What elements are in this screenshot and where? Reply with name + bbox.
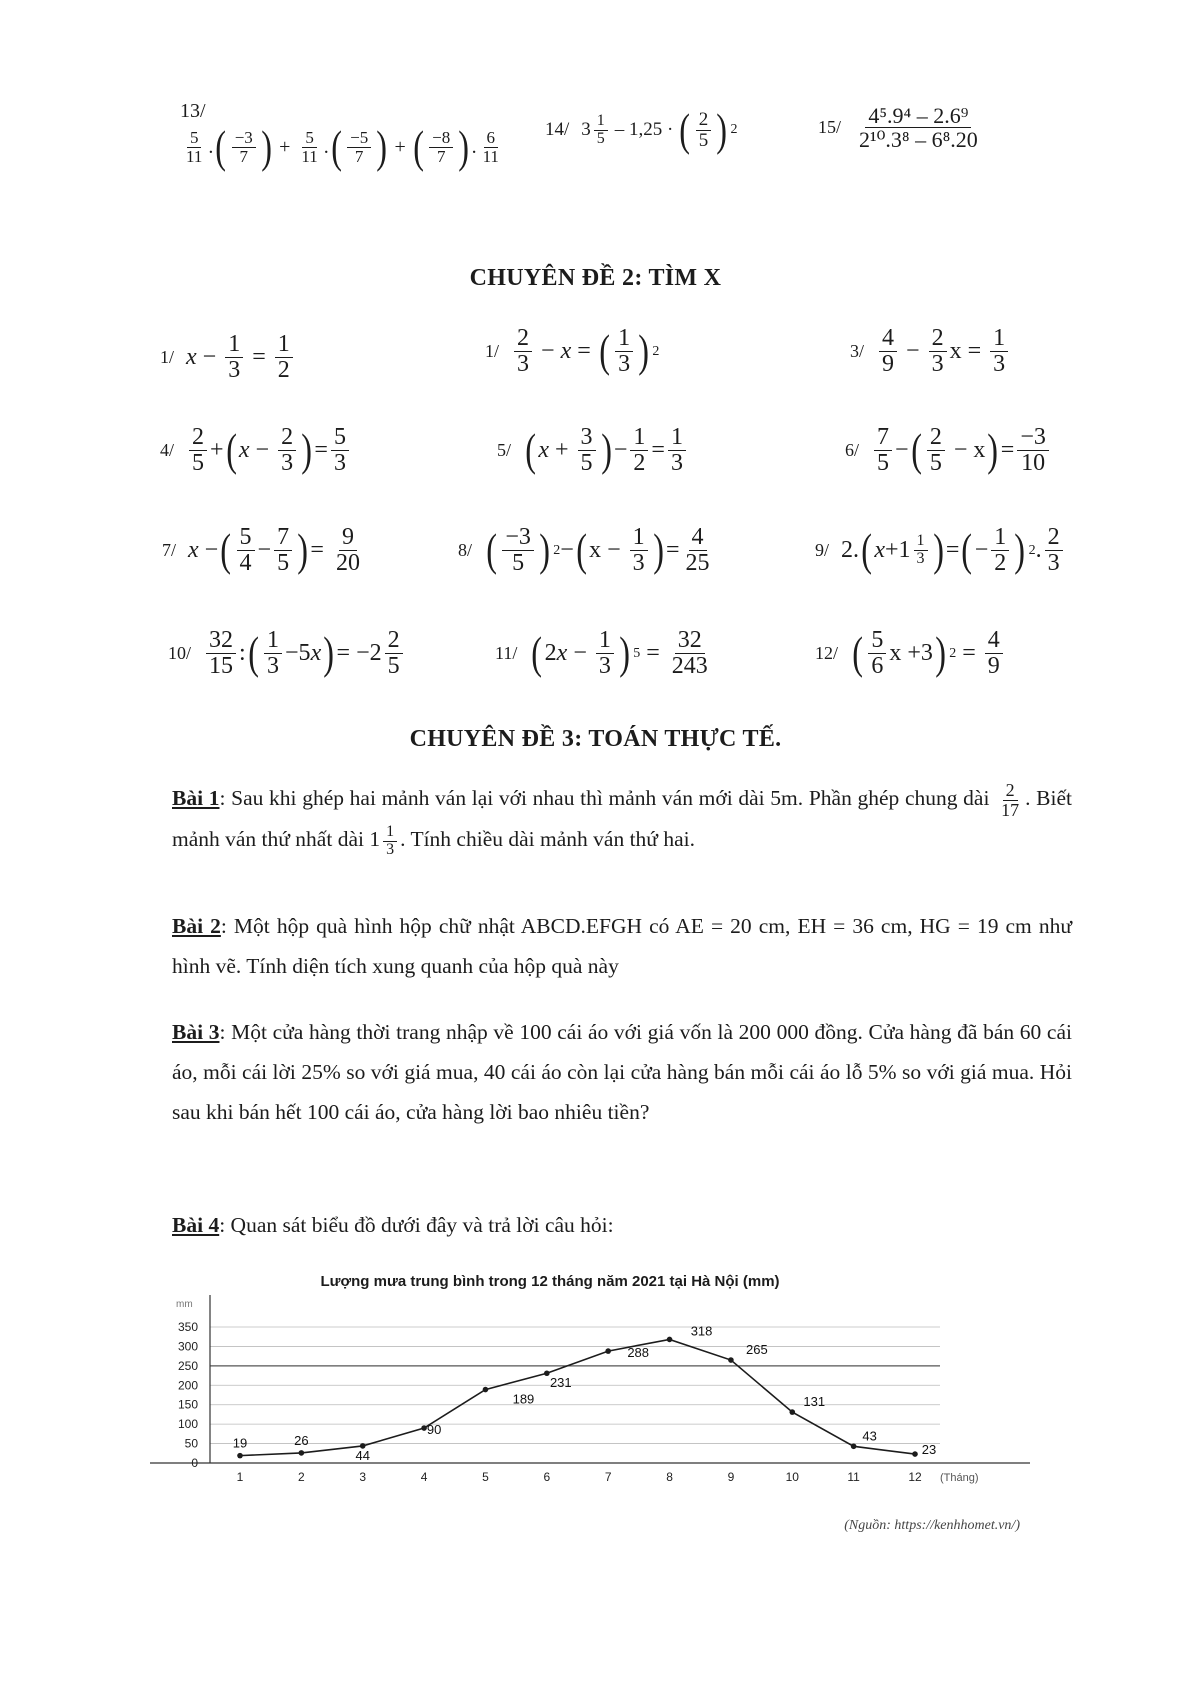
data-point [728, 1357, 734, 1363]
bai-3: Bài 3: Một cửa hàng thời trang nhập về 100 cái áo với giá vốn là 200 000 đồng. Cửa hàng đã bán 60 cái áo, mỗi cái lời 25% so với giá mua, 40 cái áo còn lại cửa hàng bán mỗi cái áo lỗ 5% so với giá mua. Hỏi sau khi bán hết 100 cái áo, cửa hàng lời bao nhiêu tiền? [172, 1020, 1072, 1124]
chart-y-ticks [178, 1320, 198, 1470]
data-label: 231 [549, 1375, 572, 1391]
y-tick-label: 350 [177, 1320, 198, 1334]
bai-2-label: Bài 2 [172, 914, 221, 938]
y-tick-label: 50 [184, 1436, 198, 1451]
find-x-4: 4/ $\frac{2}{5}$ + ( x − $\frac{2}{3}$ ) = $\frac{5}{3}$ [160, 425, 352, 476]
data-point [789, 1409, 795, 1415]
find-x-5: 5/ ( x + $\frac{3}{5}$ ) − $\frac{1}{2}$ = $\frac{1}{3}$ [497, 425, 689, 476]
data-point [237, 1453, 243, 1459]
data-label: 265 [746, 1342, 768, 1358]
x-tick-label: 2 [298, 1470, 305, 1484]
chart-grid [210, 1327, 940, 1444]
data-label: 189 [512, 1391, 535, 1407]
y-tick-label: 300 [177, 1339, 198, 1354]
data-point [299, 1450, 305, 1456]
data-label: 131 [803, 1394, 826, 1410]
data-point [667, 1337, 673, 1343]
section-2-title: CHUYÊN ĐỀ 2: TÌM X [469, 265, 722, 291]
x-tick-label: 5 [482, 1470, 489, 1484]
find-x-7: 7/ x − ( $\frac{5}{4}$ − $\frac{7}{5}$ ) = $\frac{9}{20}$ [162, 524, 360, 577]
chart-x-ticks [237, 1470, 922, 1484]
chart-x-axis-label: (Tháng) [940, 1472, 979, 1484]
find-x-9: 9/ 2. ( x +1 $\frac{1}{3}$ ) = ( − $\frac{1}{2}$ ) 2 . $\frac{2}{3}$ [815, 525, 1066, 576]
chart-title: Lượng mưa trung bình trong 12 tháng năm 2021 tại Hà Nội (mm) [320, 1273, 780, 1290]
data-label: 90 [426, 1422, 442, 1438]
source-note: (Nguồn: https://kenhhomet.vn/) [844, 1518, 1020, 1533]
data-label: 26 [294, 1432, 309, 1448]
bai-1: Bài 1: Sau khi ghép hai mảnh ván lại với nhau thì mảnh ván mới dài 5m. Phần ghép chung dài $\frac{2}{17}$ . Biết mảnh ván thứ nhất dài 1 $\frac{1}{3}$ . Tính chiều dài mảnh ván thứ hai. [172, 779, 1072, 859]
find-x-3: 3/ $\frac{4}{9}$ − $\frac{2}{3}$ x = $\frac{1}{3}$ [850, 326, 1011, 377]
bai-1-label: Bài 1 [172, 786, 220, 810]
chart-axes [150, 1295, 1030, 1463]
find-x-8: 8/ ( $\frac{-3}{5}$ ) 2 − ( x − $\frac{1}{3}$ ) = $\frac{4}{25}$ [458, 524, 710, 577]
data-point [544, 1370, 550, 1376]
x-tick-label: 12 [908, 1470, 922, 1484]
find-x-10: 10/ $\frac{32}{15}$ : ( $\frac{1}{3}$ −5 x ) = −2 $\frac{2}{5}$ [168, 628, 406, 679]
find-x-11: 11/ ( 2 x − $\frac{1}{3}$ ) 5 = $\frac{32}{243}$ [495, 627, 708, 680]
x-tick-label: 9 [727, 1470, 735, 1484]
data-label: 44 [355, 1447, 370, 1463]
data-label: 43 [862, 1428, 877, 1444]
find-x-2: 1/ $\frac{2}{3}$ − x = ( $\frac{1}{3}$ ) 2 [485, 325, 660, 378]
data-label: 318 [690, 1323, 713, 1339]
bai-3-label: Bài 3 [172, 1020, 220, 1044]
bai-4-label: Bài 4 [172, 1213, 220, 1237]
data-label: 288 [627, 1345, 650, 1361]
chart-data-labels [233, 1323, 936, 1462]
rainfall-line-chart [150, 1265, 1030, 1505]
bai-4: Bài 4: Quan sát biểu đồ dưới đây và trả lời câu hỏi: [172, 1213, 614, 1237]
problem-13-number: 13/ [180, 100, 206, 122]
problem-15: 15/ $\frac{\text{4⁵.9⁴ – 2.6⁹}}{\text{2¹⁰.3⁸ – 6⁸.20}}$ [818, 103, 978, 153]
y-tick-label: 0 [191, 1456, 198, 1470]
y-tick-label: 250 [177, 1358, 198, 1373]
y-tick-label: 150 [177, 1397, 198, 1412]
problem-13: 13/ $\frac{5}{11}$ . ( $\frac{-3}{7}$ ) + $\frac{5}{11}$ . ( $\frac{-5}{7}$ ) + ( $\frac{-8}{7}$ ) . $\frac{6}{11}$ [180, 100, 540, 166]
data-label: 19 [232, 1435, 248, 1451]
problem-14: 14/ 3 $\frac{1}{5}$ – 1,25 · ( $\frac{2}{5}$ ) 2 [545, 104, 738, 156]
data-label: 23 [921, 1442, 937, 1458]
y-tick-label: 100 [177, 1417, 198, 1432]
x-tick-label: 8 [666, 1470, 673, 1484]
data-point [851, 1443, 857, 1449]
x-tick-label: 1 [236, 1470, 244, 1484]
find-x-6: 6/ $\frac{7}{5}$ − ( $\frac{2}{5}$ − x ) = $\frac{-3}{10}$ [845, 425, 1052, 476]
section-3-title: CHUYÊN ĐỀ 3: TOÁN THỰC TẾ. [409, 726, 782, 752]
x-tick-label: 4 [420, 1470, 428, 1484]
data-point [912, 1451, 918, 1457]
find-x-1: 1/ x − $\frac{1}{3}$ = $\frac{1}{2}$ [160, 332, 296, 383]
chart-y-axis-label: mm [176, 1299, 193, 1310]
problem-14-number: 14/ [545, 119, 570, 141]
x-tick-label: 10 [785, 1470, 799, 1484]
x-tick-label: 6 [543, 1470, 551, 1484]
data-point [605, 1348, 611, 1354]
x-tick-label: 3 [359, 1470, 367, 1484]
y-tick-label: 200 [177, 1378, 198, 1393]
x-tick-label: 11 [847, 1470, 860, 1484]
x-tick-label: 7 [604, 1470, 612, 1484]
find-x-12: 12/ ( $\frac{5}{6}$ x +3 ) 2 = $\frac{4}{9}$ [815, 628, 1006, 679]
data-point [483, 1387, 489, 1393]
problem-15-number: 15/ [818, 117, 842, 138]
bai-2: Bài 2: Một hộp quà hình hộp chữ nhật ABCD.EFGH có AE = 20 cm, EH = 36 cm, HG = 19 cm như hình vẽ. Tính diện tích xung quanh của hộp quà này [172, 914, 1072, 978]
